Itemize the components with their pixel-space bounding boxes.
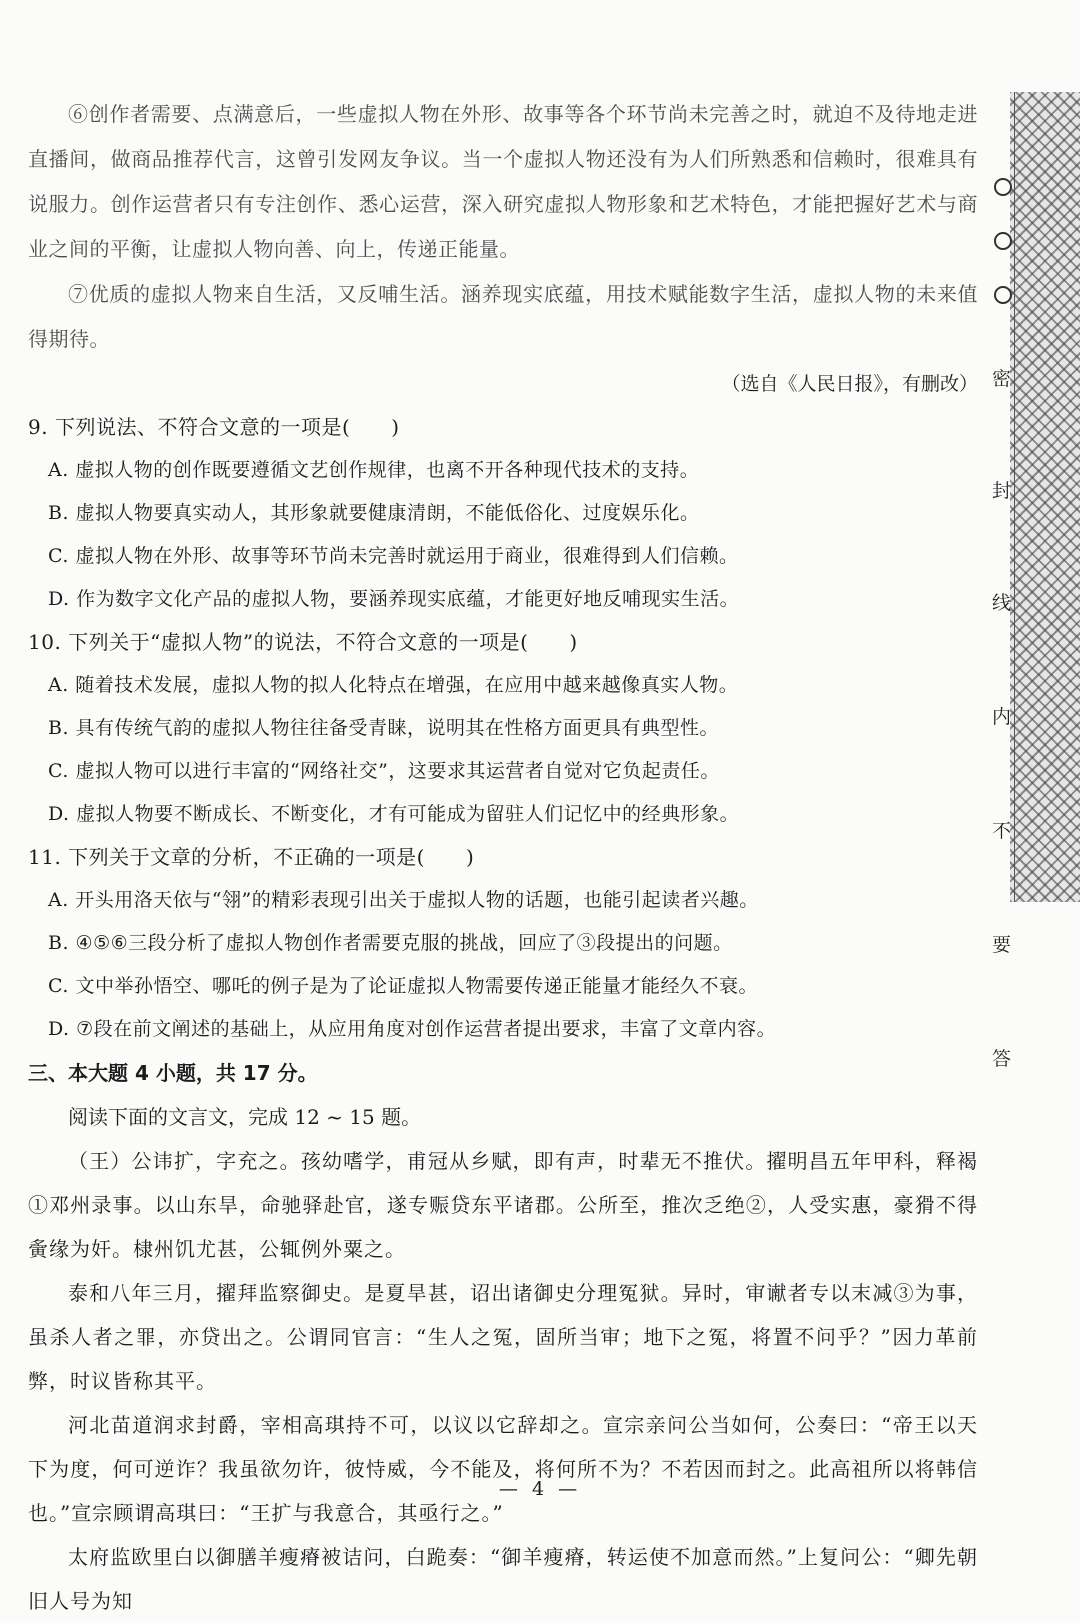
seal-char: 不 — [992, 820, 1012, 842]
seal-char: 答 — [992, 1048, 1012, 1070]
option-a: A. 虚拟人物的创作既要遵循文艺创作规律，也离不开各种现代技术的支持。 — [48, 459, 700, 481]
question-10 — [28, 621, 978, 836]
passage-paragraph-7: ⑦优质的虚拟人物来自生活，又反哺生活。涵养现实底蕴，用技术赋能数字生活，虚拟人物的未来值得期待。 — [28, 282, 978, 351]
option-a: A. 随着技术发展，虚拟人物的拟人化特点在增强，在应用中越来越像真实人物。 — [48, 674, 739, 696]
option-b: B. 虚拟人物要真实动人，其形象就要健康清朗，不能低俗化、过度娱乐化。 — [48, 502, 700, 524]
seal-char: 内 — [992, 706, 1012, 728]
classical-paragraph-3: 河北苗道润求封爵，宰相高琪持不可，以议以它辞却之。宣宗亲问公当如何，公奏曰：“帝王以天下为度，何可逆诈？我虽欲勿许，彼恃威，今不能及，将何所不为？不若因而封之。此高祖所以将韩信也。”宣宗顾谓高琪曰：“王扩与我意合，其亟行之。” — [28, 1413, 978, 1525]
seal-char: 密 — [992, 368, 1012, 390]
question-stem: 9. 下列说法、不符合文意的一项是( ) — [28, 415, 400, 439]
question-9 — [28, 406, 978, 621]
option-d: D. 作为数字文化产品的虚拟人物，要涵养现实底蕴，才能更好地反哺现实生活。 — [48, 588, 740, 610]
binding-hole-circle-icon — [994, 178, 1012, 196]
option-b: B. ④⑤⑥三段分析了虚拟人物创作者需要克服的挑战，回应了③段提出的问题。 — [48, 932, 733, 954]
main-content — [28, 92, 978, 1623]
option-a: A. 开头用洛天依与“翎”的精彩表现引出关于虚拟人物的话题，也能引起读者兴趣。 — [48, 889, 759, 911]
seal-char: 封 — [992, 480, 1012, 502]
page-number: — 4 — — [498, 1478, 582, 1500]
option-c: C. 文中举孙悟空、哪吒的例子是为了论证虚拟人物需要传递正能量才能经久不衰。 — [48, 975, 758, 997]
section-instruction: 阅读下面的文言文，完成 12 ~ 15 题。 — [68, 1105, 422, 1129]
classical-paragraph-1: （王）公讳扩，字充之。孩幼嗜学，甫冠从乡赋，即有声，时辈无不推伏。擢明昌五年甲科，释褐①邓州录事。以山东旱，命驰驿赴官，遂专赈贷东平诸郡。公所至，推次乏绝②，人受实惠，豪猾不得夤缘为奸。棣州饥尤甚，公辄例外粟之。 — [28, 1149, 978, 1261]
option-b: B. 具有传统气韵的虚拟人物往往备受青睐，说明其在性格方面更具有典型性。 — [48, 717, 720, 739]
seal-char: 线 — [992, 592, 1012, 614]
question-stem: 10. 下列关于“虚拟人物”的说法，不符合文意的一项是( ) — [28, 630, 578, 654]
binding-hole-circle-icon — [994, 232, 1012, 250]
passage-source: （选自《人民日报》，有删改） — [721, 373, 978, 395]
question-11 — [28, 836, 978, 1051]
option-c: C. 虚拟人物在外形、故事等环节尚未完善时就运用于商业，很难得到人们信赖。 — [48, 545, 739, 567]
option-d: D. 虚拟人物要不断成长、不断变化，才有可能成为留驻人们记忆中的经典形象。 — [48, 803, 740, 825]
question-stem: 11. 下列关于文章的分析，不正确的一项是( ) — [28, 845, 475, 869]
option-c: C. 虚拟人物可以进行丰富的“网络社交”，这要求其运营者自觉对它负起责任。 — [48, 760, 720, 782]
binding-hole-circle-icon — [994, 286, 1012, 304]
classical-paragraph-4: 太府监欧里白以御膳羊瘦瘠被诘问，白跪奏：“御羊瘦瘠，转运使不加意而然。”上复问公：“卿先朝旧人号为知 — [28, 1545, 978, 1613]
seal-line — [1014, 92, 1015, 902]
crosshatch-margin-strip — [1010, 92, 1080, 902]
classical-paragraph-2: 泰和八年三月，擢拜监察御史。是夏旱甚，诏出诸御史分理冤狱。异时，审谳者专以末减③为事，虽杀人者之罪，亦贷出之。公谓同官言：“生人之冤，固所当审；地下之冤，将置不问乎？”因力革前弊，时议皆称其平。 — [28, 1281, 978, 1393]
section-heading: 三、本大题 4 小题，共 17 分。 — [28, 1061, 318, 1085]
passage-paragraph-6: ⑥创作者需要、点满意后，一些虚拟人物在外形、故事等各个环节尚未完善之时，就迫不及待地走进直播间，做商品推荐代言，这曾引发网友争议。当一个虚拟人物还没有为人们所熟悉和信赖时，很难具有说服力。创作运营者只有专注创作、悉心运营，深入研究虚拟人物形象和艺术特色，才能把握好艺术与商业之间的平衡，让虚拟人物向善、向上，传递正能量。 — [28, 102, 978, 261]
option-d: D. ⑦段在前文阐述的基础上，从应用角度对创作运营者提出要求，丰富了文章内容。 — [48, 1018, 777, 1040]
seal-char: 要 — [992, 934, 1012, 956]
